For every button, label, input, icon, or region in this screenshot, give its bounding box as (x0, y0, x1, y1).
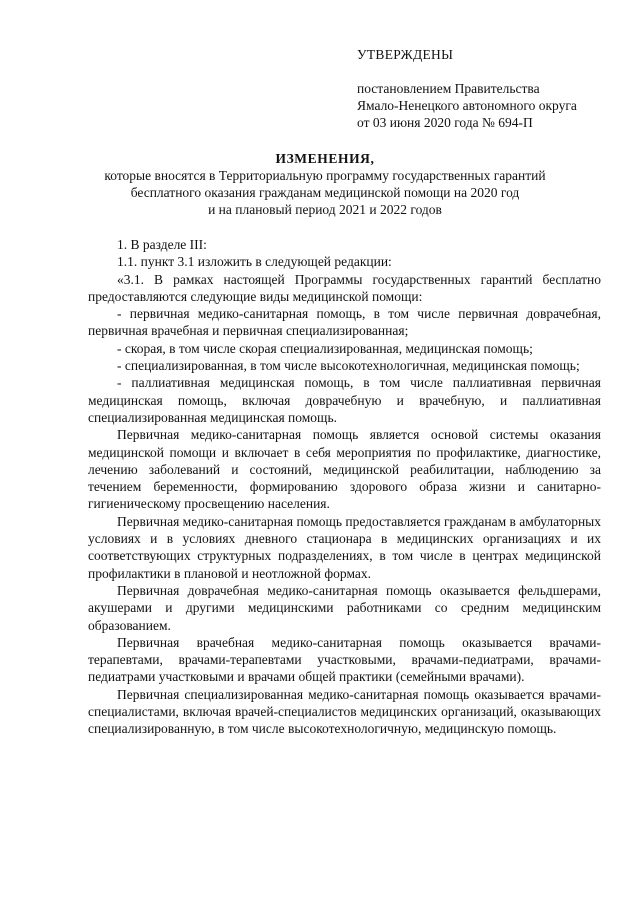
document-heading (90, 150, 560, 218)
paragraph: Первичная медико-санитарная помощь предоставляется гражданам в амбулаторных условиях и в условиях дневного стационара в медицинских организациях и их соответствующих структурных подразделениях, в том числе в центрах медицинской профилактики в плановой и неотложной формах. (88, 513, 602, 581)
paragraph: Первичная доврачебная медико-санитарная помощь оказывается фельдшерами, акушерами и другими медицинскими работниками со средним медицинским образованием. (88, 582, 601, 633)
heading-line: и на плановый период 2021 и 2022 годов (208, 202, 442, 217)
list-item: - паллиативная медицинская помощь, в том числе паллиативная первичная медицинская помощь, включая доврачебную и врачебную, и паллиативная специализированная медицинская помощь. (88, 375, 601, 425)
paragraph: Первичная медико-санитарная помощь является основой системы оказания медицинской помощи и включает в себя мероприятия по профилактике, диагностике, лечению заболеваний и состояний, медицинской реабилитации, наблюдению за течением беременности, формированию здорового образа жизни и санитарно-гигиеническому просвещению населения. (88, 427, 601, 512)
paragraph: 1.1. пункт 3.1 изложить в следующей редакции: (117, 254, 392, 270)
list-item: - первичная медико-санитарная помощь, в том числе первичная доврачебная, первичная врачебная и первичная специализированная; (88, 306, 601, 339)
approval-line: от 03 июня 2020 года № 694-П (357, 115, 533, 130)
approval-line: постановлением Правительства (357, 81, 540, 96)
list-item: - специализированная, в том числе высокотехнологичная, медицинская помощь; (117, 358, 580, 374)
approval-block (357, 46, 577, 131)
approval-line: Ямало-Ненецкого автономного округа (357, 98, 577, 113)
heading-line: которые вносятся в Территориальную программу государственных гарантий (104, 168, 546, 183)
list-item: - скорая, в том числе скорая специализированная, медицинская помощь; (117, 340, 533, 356)
heading-line: бесплатного оказания гражданам медицинской помощи на 2020 год (130, 185, 520, 200)
paragraph: Первичная врачебная медико-санитарная помощь оказывается врачами-терапевтами, врачами-терапевтами участковыми, врачами-педиатрами, врачами-педиатрами участковыми и врачами общей практики (семейными врачами). (88, 634, 601, 685)
paragraph: «3.1. В рамках настоящей Программы государственных гарантий бесплатно предоставляются следующие виды медицинской помощи: (88, 271, 601, 304)
paragraph: Первичная специализированная медико-санитарная помощь оказывается врачами-специалистами, включая врачей-специалистов медицинских организаций, оказывающих специализированную, в том числе высокотехнологичную, медицинскую помощь. (88, 686, 601, 737)
approval-title: УТВЕРЖДЕНЫ (357, 47, 454, 62)
document-body (88, 236, 601, 738)
heading-title: ИЗМЕНЕНИЯ, (275, 151, 375, 166)
paragraph: 1. В разделе III: (117, 237, 207, 252)
